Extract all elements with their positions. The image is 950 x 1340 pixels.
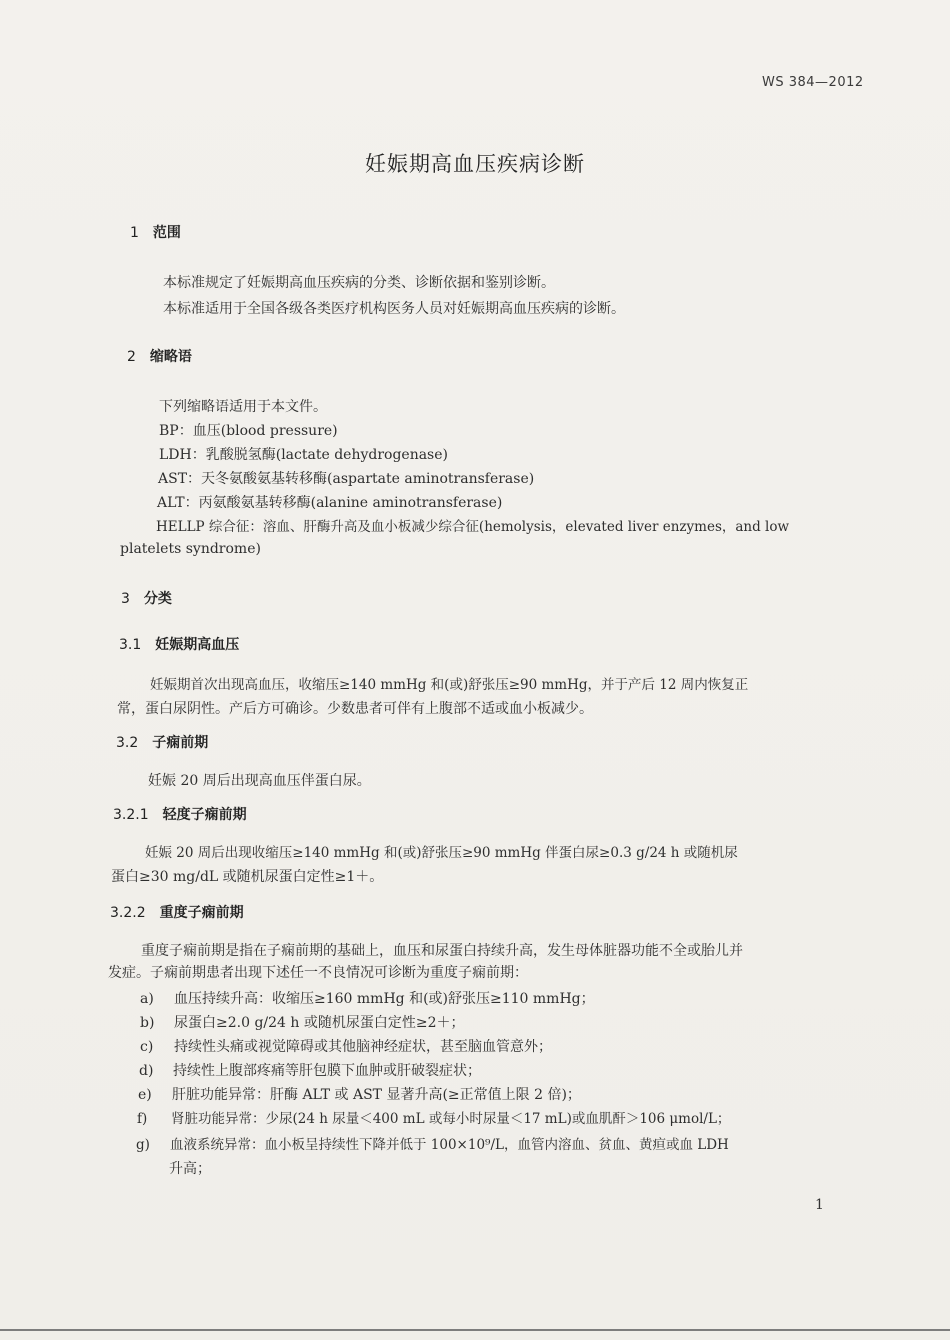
abbreviation-hellp-line-2: platelets syndrome) [120, 541, 261, 557]
abbreviation-ast: AST：天冬氨酸氨基转移酶(aspartate aminotransferase) [158, 471, 535, 487]
section-number: 3.1 [119, 637, 142, 653]
list-item-f [137, 1108, 730, 1130]
section-title: 轻度子痫前期 [162, 807, 247, 823]
list-label: g) [136, 1137, 150, 1153]
section-3-1-heading [119, 634, 239, 654]
list-text: 肾脏功能异常：少尿(24 h 尿量＜400 mL 或每小时尿量＜17 mL)或血肌酐＞106 μmol/L； [171, 1111, 731, 1127]
list-text: 持续性头痛或视觉障碍或其他脑神经症状，甚至脑血管意外； [174, 1039, 552, 1055]
section-number: 3.2 [116, 735, 139, 751]
section-1-heading [130, 222, 181, 242]
section-title: 子痫前期 [152, 735, 209, 751]
list-label: b) [140, 1015, 155, 1031]
abbreviation-ldh: LDH：乳酸脱氢酶(lactate dehydrogenase) [159, 447, 448, 463]
list-item-e [138, 1084, 581, 1106]
section-3-2-line-1: 妊娠 20 周后出现高血压伴蛋白尿。 [148, 773, 371, 789]
list-label: e) [138, 1087, 152, 1103]
list-text: 持续性上腹部疼痛等肝包膜下血肿或肝破裂症状； [173, 1063, 481, 1079]
section-3-1-line-1: 妊娠期首次出现高血压，收缩压≥140 mmHg 和(或)舒张压≥90 mmHg，并于产后 12 周内恢复正 [150, 677, 749, 693]
section-number: 2 [127, 349, 136, 365]
list-item-b [140, 1012, 465, 1034]
section-3-2-2-line-2: 发症。子痫前期患者出现下述任一不良情况可诊断为重度子痫前期： [108, 965, 528, 981]
list-text: 尿蛋白≥2.0 g/24 h 或随机尿蛋白定性≥2＋； [174, 1015, 465, 1031]
section-number: 1 [130, 225, 139, 241]
section-title: 缩略语 [149, 349, 192, 365]
abbreviation-hellp-line-1: HELLP 综合征：溶血、肝酶升高及血小板减少综合征(hemolysis，elevated liver enzymes，and low [156, 519, 790, 535]
list-item-g-continuation: 升高； [169, 1161, 211, 1177]
document-title: 妊娠期高血压疾病诊断 [365, 152, 585, 176]
standard-code: WS 384—2012 [762, 75, 864, 90]
section-2-heading [127, 346, 192, 366]
list-label: d) [139, 1063, 154, 1079]
section-3-2-2-heading [110, 902, 244, 922]
section-number: 3 [121, 591, 130, 607]
section-3-1-line-2: 常，蛋白尿阴性。产后方可确诊。少数患者可伴有上腹部不适或血小板减少。 [117, 701, 593, 717]
section-3-2-heading [116, 732, 208, 752]
section-3-2-1-line-2: 蛋白≥30 mg/dL 或随机尿蛋白定性≥1＋。 [111, 869, 384, 885]
list-label: c) [140, 1039, 154, 1055]
section-3-2-1-line-1: 妊娠 20 周后出现收缩压≥140 mmHg 和(或)舒张压≥90 mmHg 伴蛋白尿≥0.3 g/24 h 或随机尿 [145, 845, 738, 861]
list-item-g [136, 1134, 729, 1156]
section-3-2-2-line-1: 重度子痫前期是指在子痫前期的基础上，血压和尿蛋白持续升高，发生母体脏器功能不全或胎儿并 [141, 943, 743, 959]
page-bottom-rule [0, 1329, 950, 1331]
list-text: 肝脏功能异常：肝酶 ALT 或 AST 显著升高(≥正常值上限 2 倍)； [172, 1087, 581, 1103]
list-label: f) [137, 1111, 148, 1127]
list-text: 血液系统异常：血小板呈持续性下降并低于 100×10⁹/L，血管内溶血、贫血、黄疸或血 LDH [170, 1137, 729, 1153]
abbreviation-alt: ALT：丙氨酸氨基转移酶(alanine aminotransferase) [157, 495, 503, 511]
section-1-paragraph-2: 本标准适用于全国各级各类医疗机构医务人员对妊娠期高血压疾病的诊断。 [163, 301, 625, 317]
section-1-paragraph-1: 本标准规定了妊娠期高血压疾病的分类、诊断依据和鉴别诊断。 [163, 275, 555, 291]
list-label: a) [140, 991, 154, 1007]
section-title: 分类 [143, 591, 172, 607]
section-title: 妊娠期高血压 [155, 637, 240, 653]
section-3-heading [121, 588, 172, 608]
list-item-a [140, 988, 595, 1010]
abbreviation-bp: BP：血压(blood pressure) [159, 423, 338, 439]
list-item-d [139, 1060, 481, 1082]
section-number: 3.2.2 [110, 905, 146, 921]
list-text: 血压持续升高：收缩压≥160 mmHg 和(或)舒张压≥110 mmHg； [174, 991, 595, 1007]
list-item-c [140, 1036, 552, 1058]
abbreviations-intro: 下列缩略语适用于本文件。 [159, 399, 327, 415]
page-number: 1 [815, 1197, 824, 1213]
section-number: 3.2.1 [113, 807, 149, 823]
section-3-2-1-heading [113, 804, 247, 824]
section-title: 重度子痫前期 [159, 905, 244, 921]
section-title: 范围 [152, 225, 181, 241]
